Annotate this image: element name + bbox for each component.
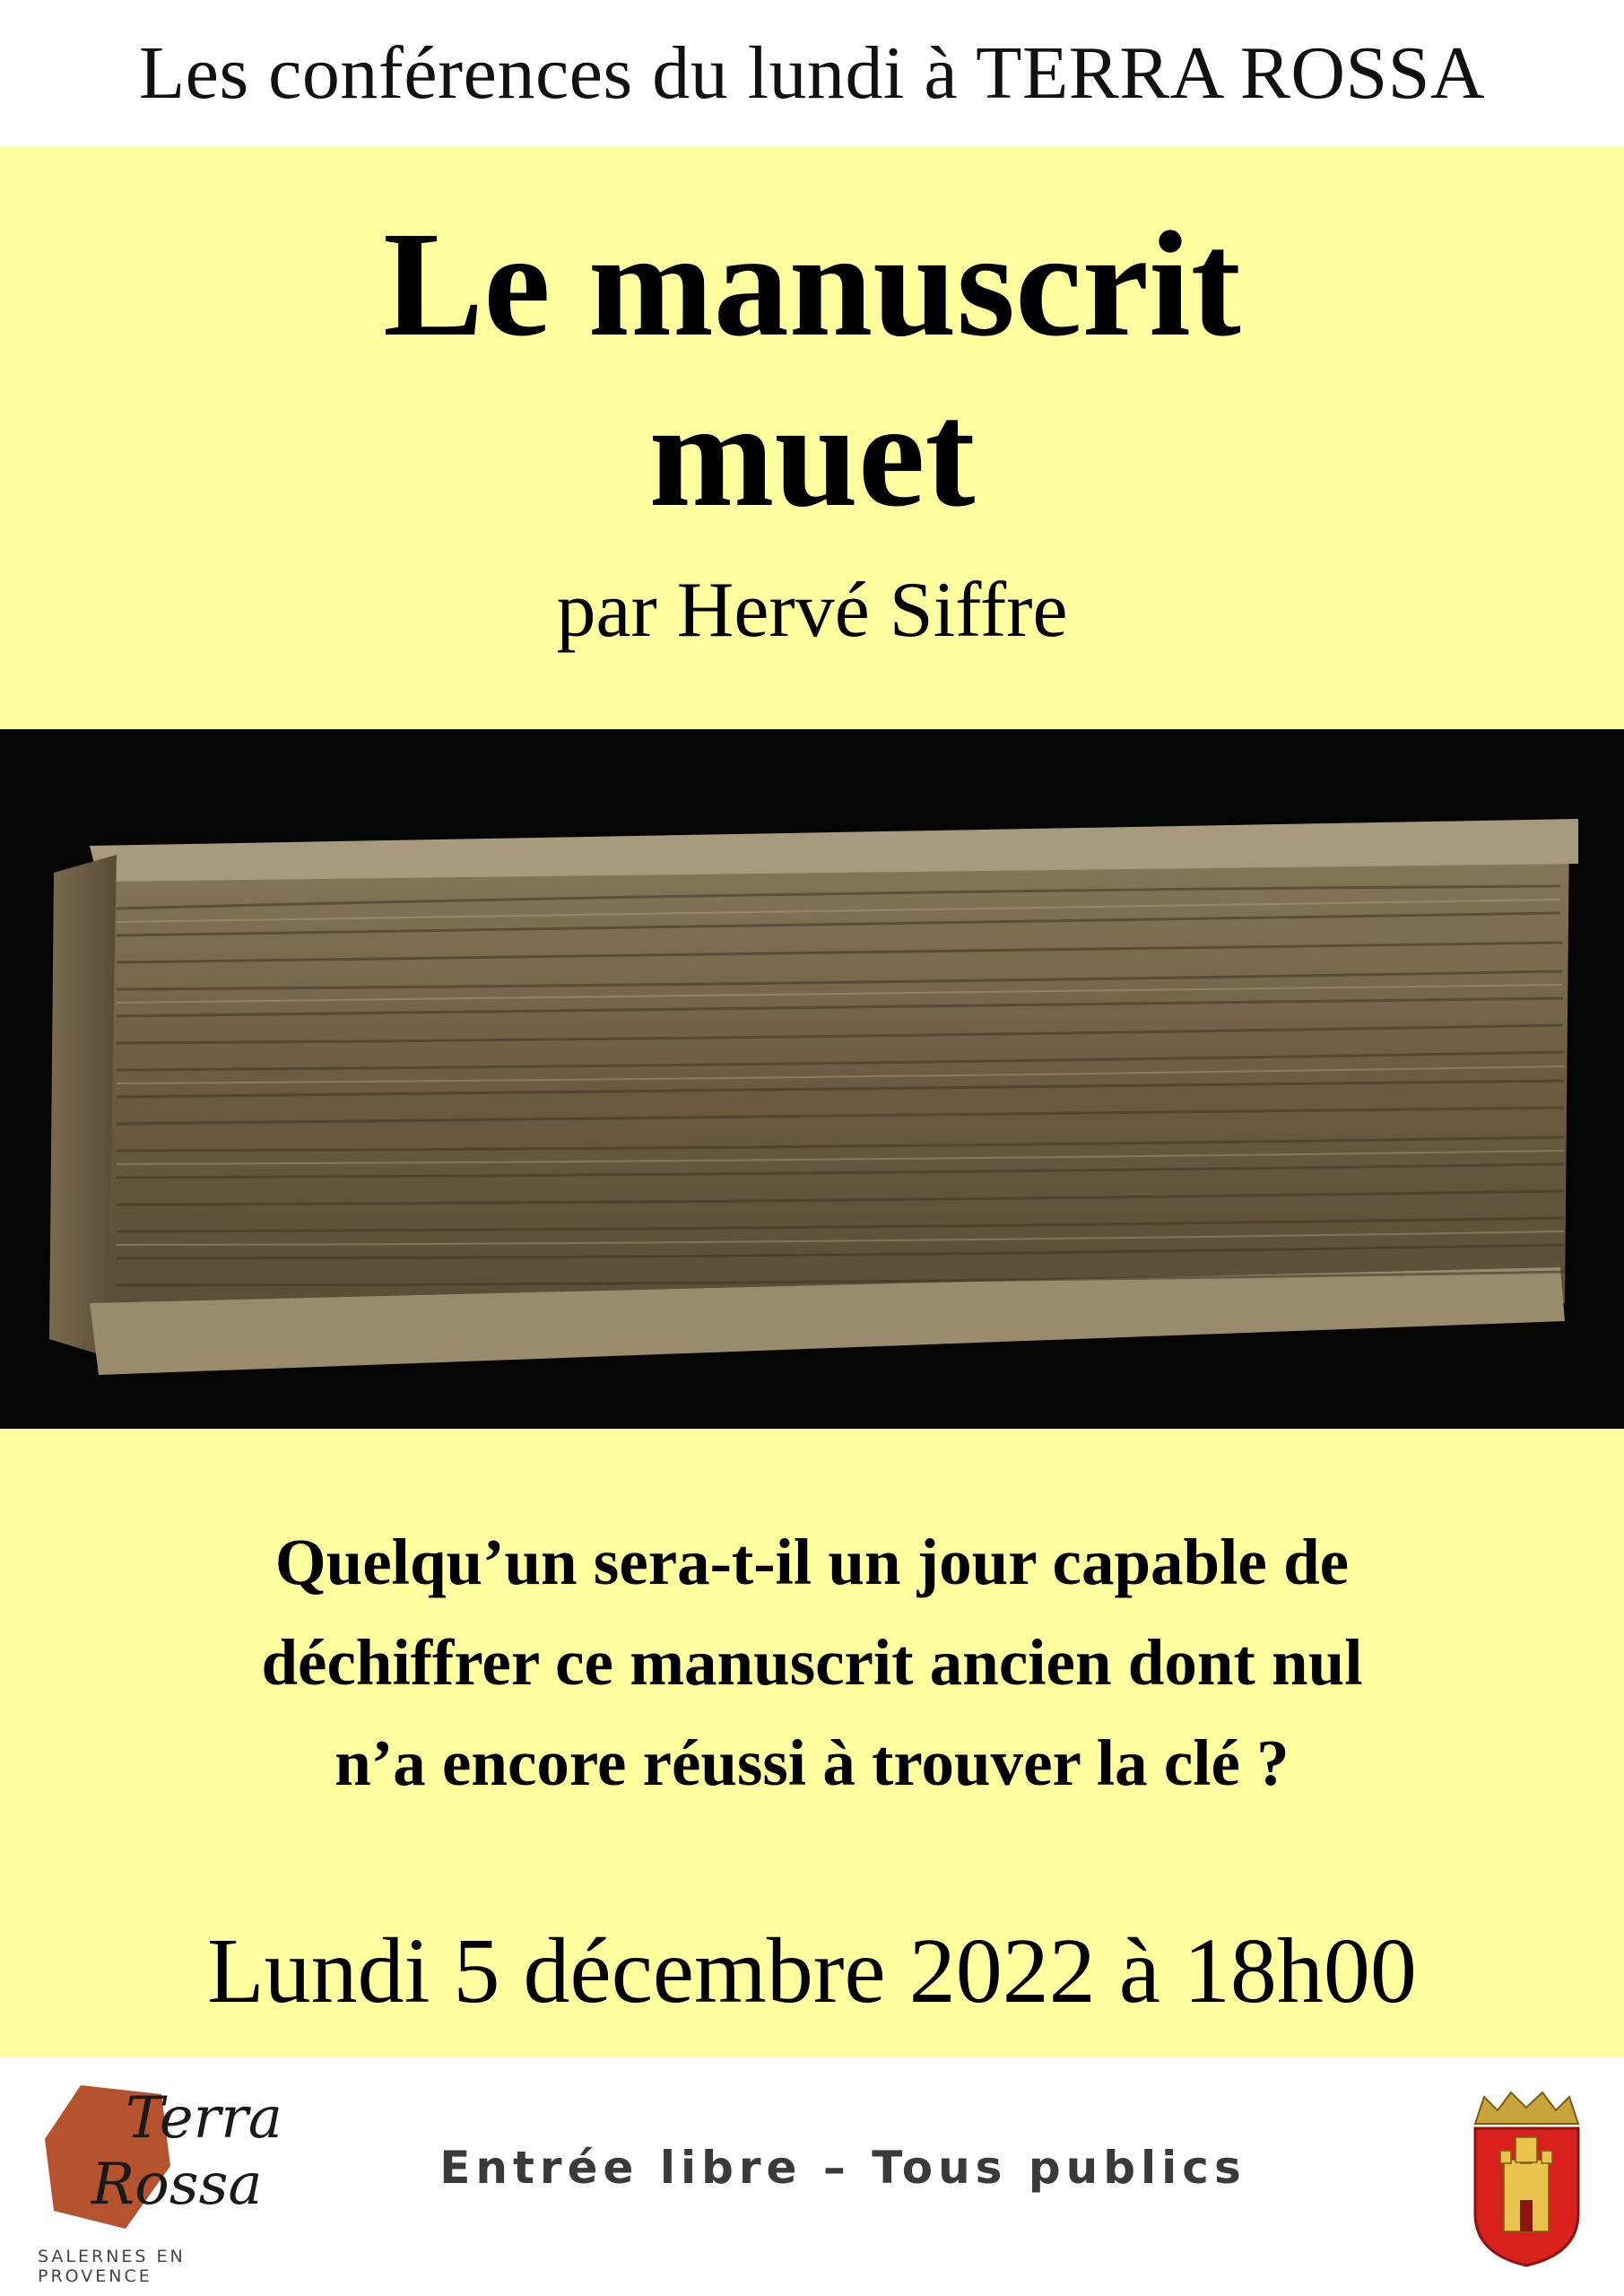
access-info: Entrée libre – Tous publics bbox=[439, 2142, 1246, 2194]
terra-rossa-logo-icon bbox=[36, 2076, 305, 2286]
logo-subtitle: SALERNES EN PROVENCE bbox=[38, 2247, 186, 2286]
manuscript-illustration bbox=[0, 729, 1624, 1429]
logo-word-terra: Terra bbox=[126, 2085, 282, 2152]
author-line: par Hervé Siffre bbox=[556, 567, 1068, 654]
manuscript-photo bbox=[0, 729, 1624, 1429]
title-line-1: Le manuscrit bbox=[383, 201, 1241, 368]
page-title bbox=[0, 199, 1624, 540]
description-line-3: n’a encore réussi à trouver la clé ? bbox=[334, 1726, 1290, 1799]
crest-shape bbox=[1466, 2088, 1587, 2267]
description-line-2: déchiffrer ce manuscrit ancien dont nul bbox=[261, 1626, 1363, 1699]
header-text: Les conférences du lundi à TERRA ROSSA bbox=[138, 31, 1486, 115]
header-banner bbox=[0, 0, 1624, 146]
description-line-1: Quelqu’un sera-t-il un jour capable de bbox=[274, 1526, 1350, 1598]
event-date: Lundi 5 décembre 2022 à 18h00 bbox=[207, 1919, 1417, 2022]
description-text bbox=[108, 1512, 1516, 1813]
title-line-2: muet bbox=[648, 371, 976, 538]
logo-word-rossa: Rossa bbox=[91, 2152, 263, 2218]
town-crest-icon bbox=[1466, 2088, 1587, 2267]
